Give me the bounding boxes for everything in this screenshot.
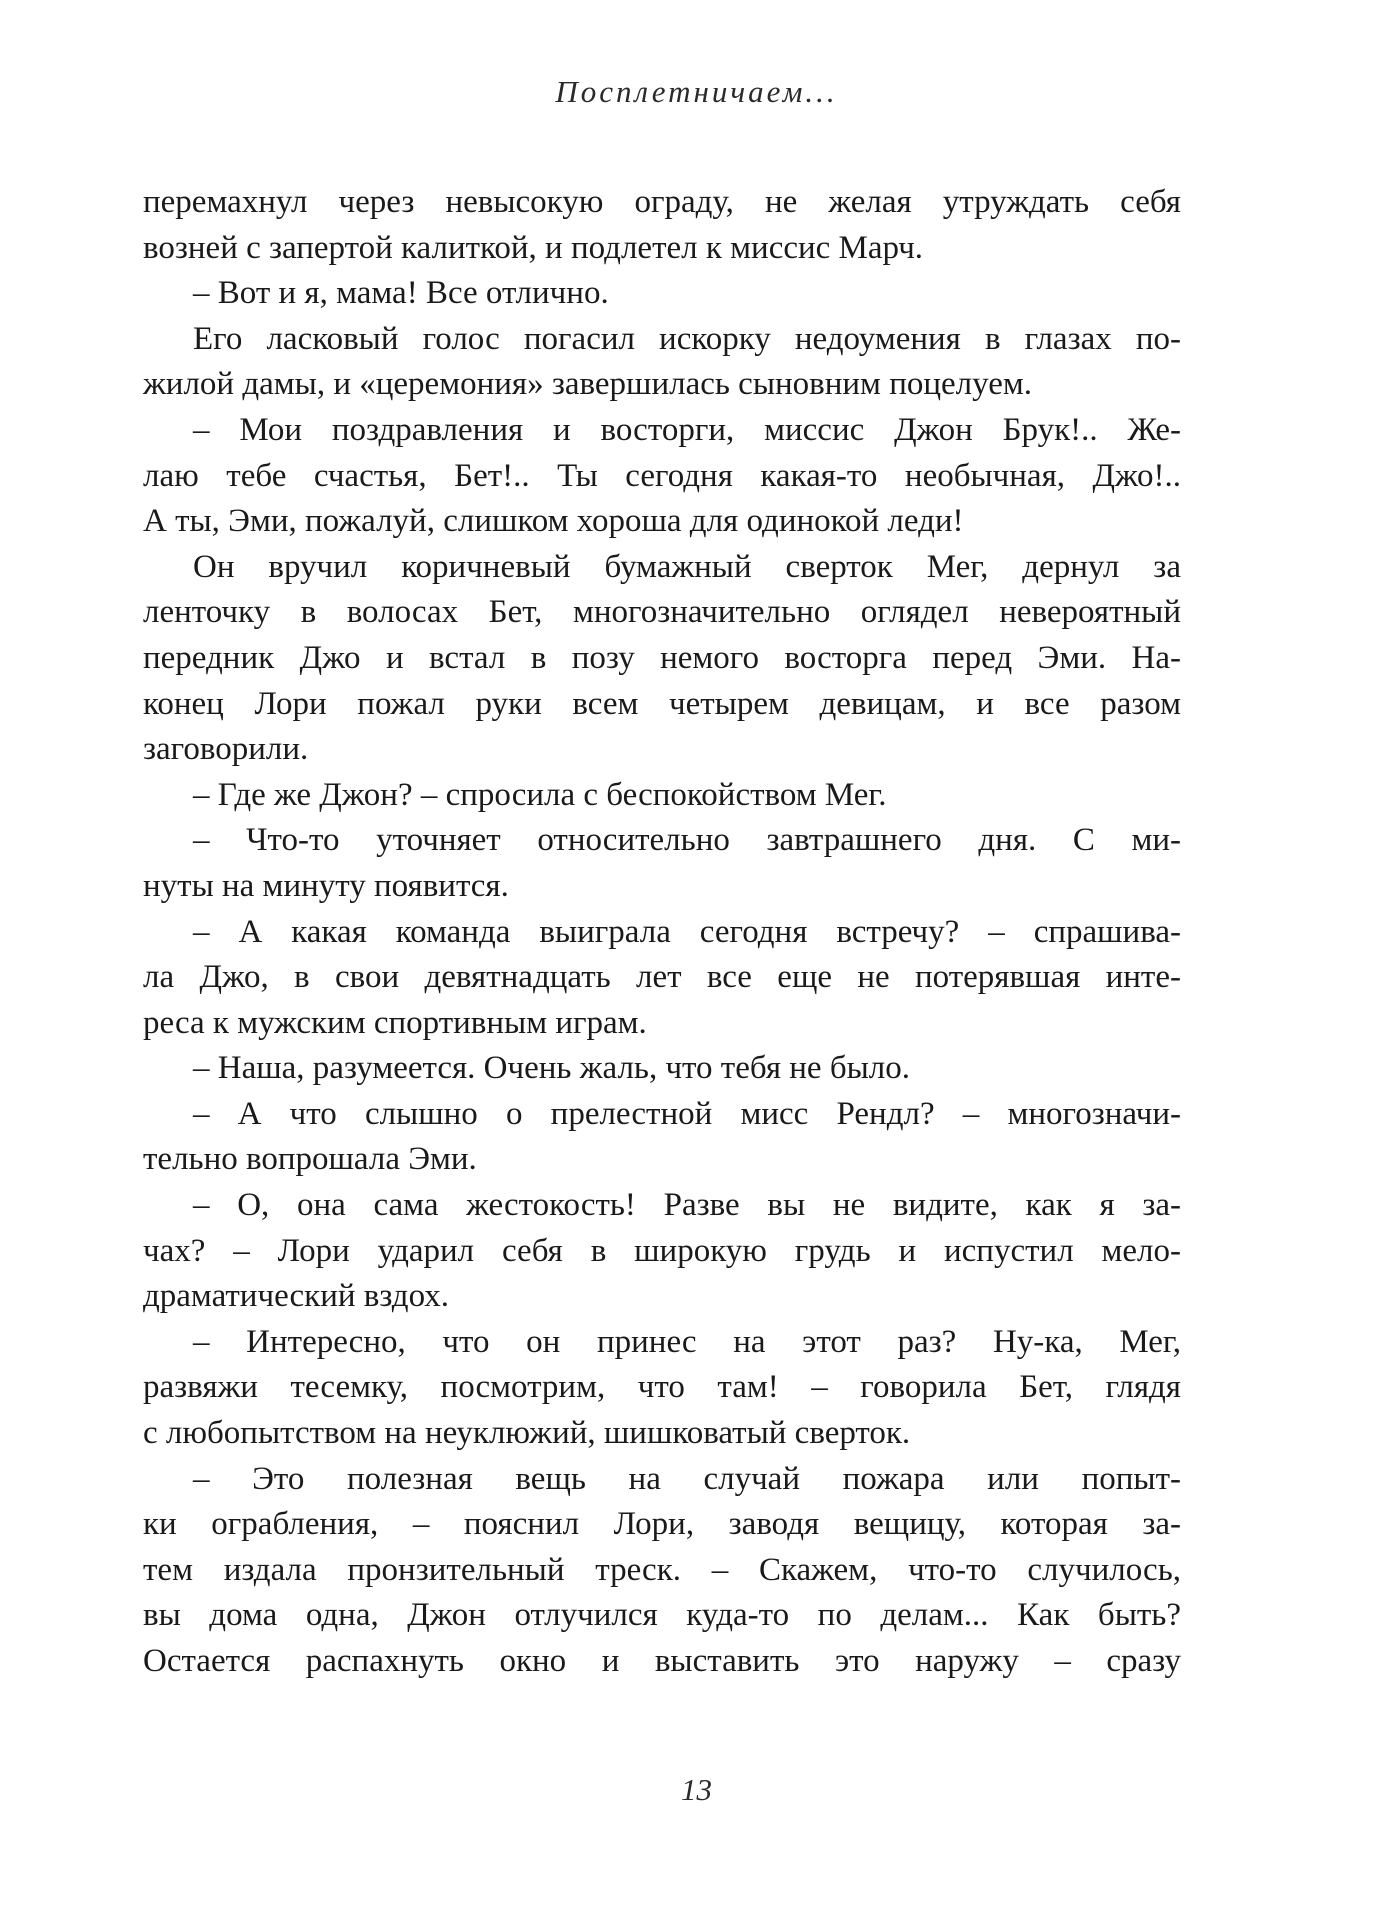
text-line: – Вот и я, мама! Все отлично. [193,275,609,312]
text-line: Его ласковый голос погасил искорку недоумения в глазах по- [193,320,1181,357]
text-line: передник Джо и встал в позу немого восторга перед Эми. На- [143,639,1181,676]
text-line: тем издала пронзительный треск. – Скажем, что-то случилось, [143,1551,1181,1588]
page-number: 13 [681,1772,712,1807]
text-line: ленточку в волосах Бет, многозначительно оглядел невероятный [143,594,1181,631]
text-line: А ты, Эми, пожалуй, слишком хороша для одинокой леди! [143,503,964,540]
text-line: – А что слышно о прелестной мисс Рендл? – многозначи- [193,1095,1181,1132]
text-line: развяжи тесемку, посмотрим, что там! – говорила Бет, глядя [143,1369,1181,1406]
text-line: – А какая команда выиграла сегодня встречу? – спрашива- [193,913,1181,950]
text-line: – Наша, разумеется. Очень жаль, что тебя не было. [193,1050,910,1087]
body-text [143,180,1181,1685]
text-line: лаю тебе счастья, Бет!.. Ты сегодня какая-то необычная, Джо!.. [143,457,1181,494]
text-line: с любопытством на неуклюжий, шишковатый сверток. [143,1415,911,1452]
text-line: – О, она сама жестокость! Разве вы не видите, как я за- [193,1187,1181,1224]
text-line: жилой дамы, и «церемония» завершилась сыновним поцелуем. [143,366,1032,403]
text-line: заговорили. [143,731,309,768]
text-line: ла Джо, в свои девятнадцать лет все еще не потерявшая инте- [143,959,1181,996]
text-line: ки ограбления, – пояснил Лори, заводя вещицу, которая за- [143,1506,1181,1543]
running-title: Посплетничаем... [555,74,838,109]
text-line: Он вручил коричневый бумажный сверток Мег, дернул за [193,548,1181,585]
text-line: тельно вопрошала Эми. [143,1141,477,1178]
text-line: чах? – Лори ударил себя в широкую грудь и испустил мело- [143,1232,1181,1269]
text-line: нуты на минуту появится. [143,867,509,904]
text-line: – Где же Джон? – спросила с беспокойством Мег. [193,776,887,813]
text-line: перемахнул через невысокую ограду, не желая утруждать себя [143,184,1181,220]
text-line: возней с запертой калиткой, и подлетел к миссис Марч. [143,229,924,266]
text-line: Остается распахнуть окно и выставить это наружу – сразу [143,1643,1181,1679]
text-line: – Это полезная вещь на случай пожара или попыт- [193,1460,1181,1497]
text-line: – Что-то уточняет относительно завтрашнего дня. С ми- [193,822,1181,859]
text-line: – Мои поздравления и восторги, миссис Джон Брук!.. Же- [193,411,1181,448]
text-line: конец Лори пожал руки всем четырем девицам, и все разом [143,685,1181,722]
text-line: – Интересно, что он принес на этот раз? Ну-ка, Мег, [193,1323,1181,1360]
text-line: драматический вздох. [143,1278,450,1315]
text-line: реса к мужским спортивным играм. [143,1004,647,1041]
text-line: вы дома одна, Джон отлучился куда-то по делам... Как быть? [143,1597,1181,1634]
